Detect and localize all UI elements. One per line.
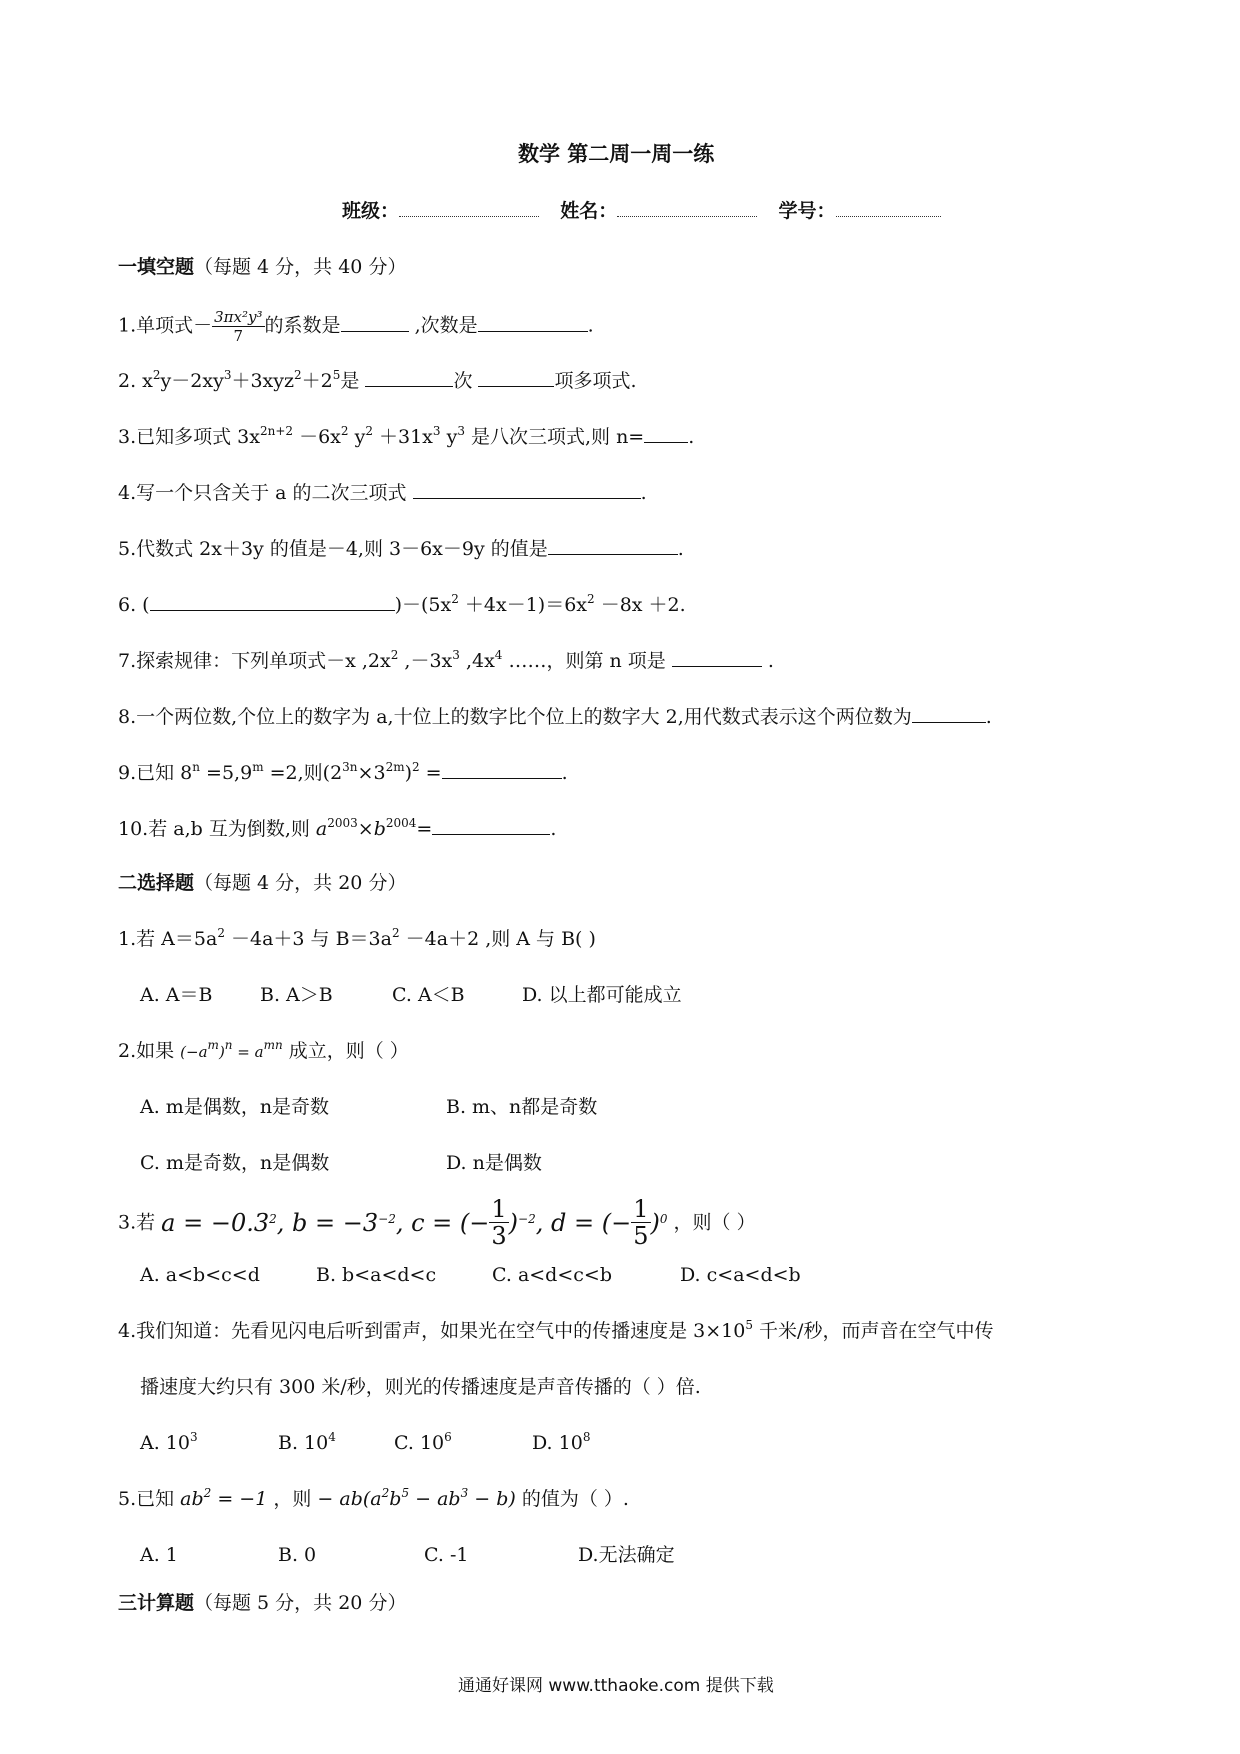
fraction: $\frac{\text{3πx²y³}}{7}$ <box>214 308 263 345</box>
answer-blank[interactable] <box>341 313 409 332</box>
answer-blank[interactable] <box>478 368 554 387</box>
choice-option-c[interactable]: C. -1 <box>424 1544 469 1566</box>
choice-option-b[interactable]: B. A＞B <box>260 984 333 1006</box>
choice-question-2: 2.如果 $(-a^m)^n = a^{mn}$ 成立，则（ ） <box>118 1038 409 1062</box>
answer-blank[interactable] <box>912 704 986 723</box>
choice-question-4: 4.我们知道：先看见闪电后听到雷声，如果光在空气中的传播速度是 $3\times 10^5$ 千米/秒，而声音在空气中传 <box>118 1318 994 1342</box>
fill-question-2: 2. $x^2y-2xy^3+3xyz^2+2^5$是 次 项多项式. <box>118 368 637 392</box>
id-label: 学号： <box>778 200 836 222</box>
choice-option-a[interactable]: A. m是偶数，n是奇数 <box>140 1096 330 1118</box>
class-label: 班级： <box>342 200 400 222</box>
choice-option-c[interactable]: C. A＜B <box>392 984 465 1006</box>
page-title: 数学 第二周一周一练 <box>518 142 715 166</box>
answer-blank[interactable] <box>548 536 678 555</box>
choice-option-d[interactable]: D.无法确定 <box>578 1544 675 1566</box>
choice-option-c[interactable]: C. m是奇数，n是偶数 <box>140 1152 330 1174</box>
section-3-heading: 三计算题（每题 5 分，共 20 分） <box>118 1592 407 1614</box>
class-field[interactable] <box>399 198 539 217</box>
choice-option-a[interactable]: A. $10^3$ <box>140 1430 198 1454</box>
answer-blank[interactable] <box>432 816 550 835</box>
answer-blank[interactable] <box>672 648 762 667</box>
choice-option-b[interactable]: B. m、n都是奇数 <box>446 1096 598 1118</box>
answer-blank[interactable] <box>644 424 688 443</box>
student-info-row <box>342 198 941 223</box>
fill-question-7: 7.探索规律：下列单项式－x $,2x^2$ $,-3x^3$ $,4x^4$ ……，则第 n 项是 . <box>118 648 774 672</box>
choice-option-d[interactable]: D. $10^8$ <box>532 1430 591 1454</box>
fill-question-9: 9.已知 $8^n =5,9^m =2$,则$(2^{3n}\times 3^{2m})^2$ = . <box>118 760 568 784</box>
page-footer: 通通好课网 www.tthaoke.com 提供下载 <box>458 1676 774 1696</box>
fill-question-1: 1.单项式－ $\frac{\text{3πx²y³}}{7}$ 的系数是 ,次数是 . <box>118 308 594 345</box>
fill-question-5: 5.代数式 2x＋3y 的值是－4,则 3－6x－9y 的值是 . <box>118 538 684 560</box>
fill-question-10: 10.若 a,b 互为倒数,则 $a^{2003}\times b^{2004}=$ . <box>118 816 557 840</box>
fill-question-4: 4.写一个只含关于 a 的二次三项式 . <box>118 482 647 504</box>
choice-option-b[interactable]: B. b<a<d<c <box>316 1264 437 1286</box>
answer-blank[interactable] <box>365 368 453 387</box>
name-label: 姓名： <box>560 200 618 222</box>
choice-option-a[interactable]: A. a<b<c<d <box>140 1264 260 1286</box>
choice-option-b[interactable]: B. $10^4$ <box>278 1430 336 1454</box>
section-1-heading: 一填空题（每题 4 分，共 40 分） <box>118 256 407 278</box>
student-id-field[interactable] <box>836 198 941 217</box>
section-2-heading: 二选择题（每题 4 分，共 20 分） <box>118 872 407 894</box>
name-field[interactable] <box>617 198 757 217</box>
answer-blank[interactable] <box>442 760 562 779</box>
fill-question-3: 3.已知多项式 $3x^{2n+2} -6x^2$ $y^2 +31x^3$ $y^3$ 是八次三项式,则 n= . <box>118 424 695 448</box>
choice-option-c[interactable]: C. $10^6$ <box>394 1430 452 1454</box>
fill-question-8: 8.一个两位数,个位上的数字为 a,十位上的数字比个位上的数字大 2,用代数式表示这个两位数为 . <box>118 706 992 728</box>
choice-option-d[interactable]: D. 以上都可能成立 <box>522 984 682 1006</box>
choice-question-4-line-2: 播速度大约只有 300 米/秒，则光的传播速度是声音传播的（ ）倍. <box>140 1376 701 1398</box>
fraction: $\frac{1}{5}$ <box>633 1195 649 1251</box>
choice-option-d[interactable]: D. n是偶数 <box>446 1152 542 1174</box>
choice-question-5: 5.已知 $ab^2 = -1$ ，则 − $ab(a^2b^5 - ab^3 - b)$ 的值为（ ）. <box>118 1486 629 1510</box>
choice-option-a[interactable]: A. 1 <box>140 1544 178 1566</box>
choice-option-c[interactable]: C. a<d<c<b <box>492 1264 612 1286</box>
answer-blank[interactable] <box>413 480 641 499</box>
choice-question-1: 1.若 $A=5a^2 -4a+3$ 与 $B=3a^2 -4a+2$ ,则 A 与 B( ) <box>118 926 596 950</box>
choice-option-a[interactable]: A. A＝B <box>140 984 213 1006</box>
fraction: $\frac{1}{3}$ <box>491 1195 507 1251</box>
fill-question-6: 6. ( )$-(5x^2 +4x-1)=6x^2 -8x +2$. <box>118 592 686 616</box>
choice-option-b[interactable]: B. 0 <box>278 1544 317 1566</box>
choice-question-3: 3.若 $a = -0.3^2$, $b = -3^{-2}$, c = (− $\frac{1}{3}$ )$^{-2}$, d = (− $\frac{1}{5}$ )$^0$ ，则（ ） <box>118 1195 756 1251</box>
answer-blank[interactable] <box>150 592 395 611</box>
choice-option-d[interactable]: D. c<a<d<b <box>680 1264 801 1286</box>
answer-blank[interactable] <box>478 313 588 332</box>
